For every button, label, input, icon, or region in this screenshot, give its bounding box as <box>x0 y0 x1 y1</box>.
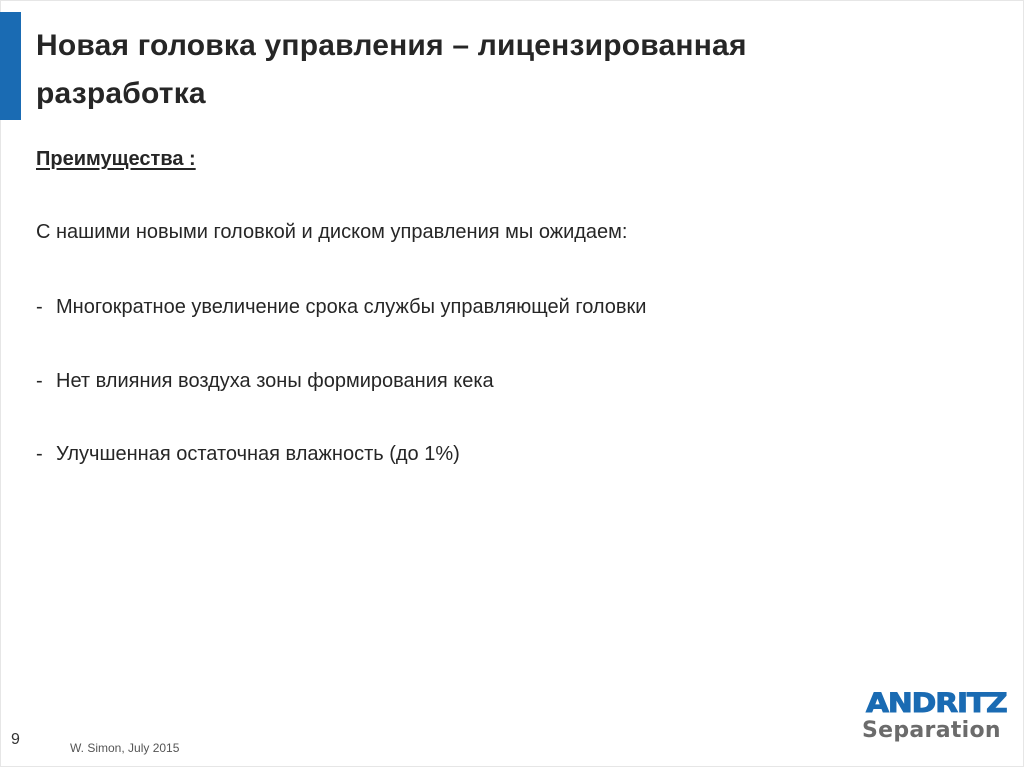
bullet-item <box>36 296 646 319</box>
bullet-dash: - <box>36 370 43 392</box>
bullet-text: Многократное увеличение срока службы управляющей головки <box>56 296 647 318</box>
title-line-1: Новая головка управления – лицензированная <box>36 29 747 62</box>
title-line-2: разработка <box>36 77 206 110</box>
bullet-item <box>36 443 460 466</box>
intro-text: С нашими новыми головкой и диском управления мы ожидаем: <box>36 221 628 243</box>
accent-bar <box>0 12 21 120</box>
logo-brand-text: ANDRITZ <box>866 688 1007 719</box>
bullet-text: Нет влияния воздуха зоны формирования кека <box>56 370 494 392</box>
bullet-dash: - <box>36 443 43 465</box>
bullet-dash: - <box>36 296 43 318</box>
andritz-logo <box>862 690 1008 748</box>
advantages-heading: Преимущества : <box>36 148 196 170</box>
footer-author-date: W. Simon, July 2015 <box>70 741 180 755</box>
logo-division-text: Separation <box>862 718 1001 743</box>
bullet-item <box>36 370 494 393</box>
slide-title <box>36 22 936 118</box>
page-number: 9 <box>11 731 20 748</box>
bullet-text: Улучшенная остаточная влажность (до 1%) <box>56 443 460 465</box>
